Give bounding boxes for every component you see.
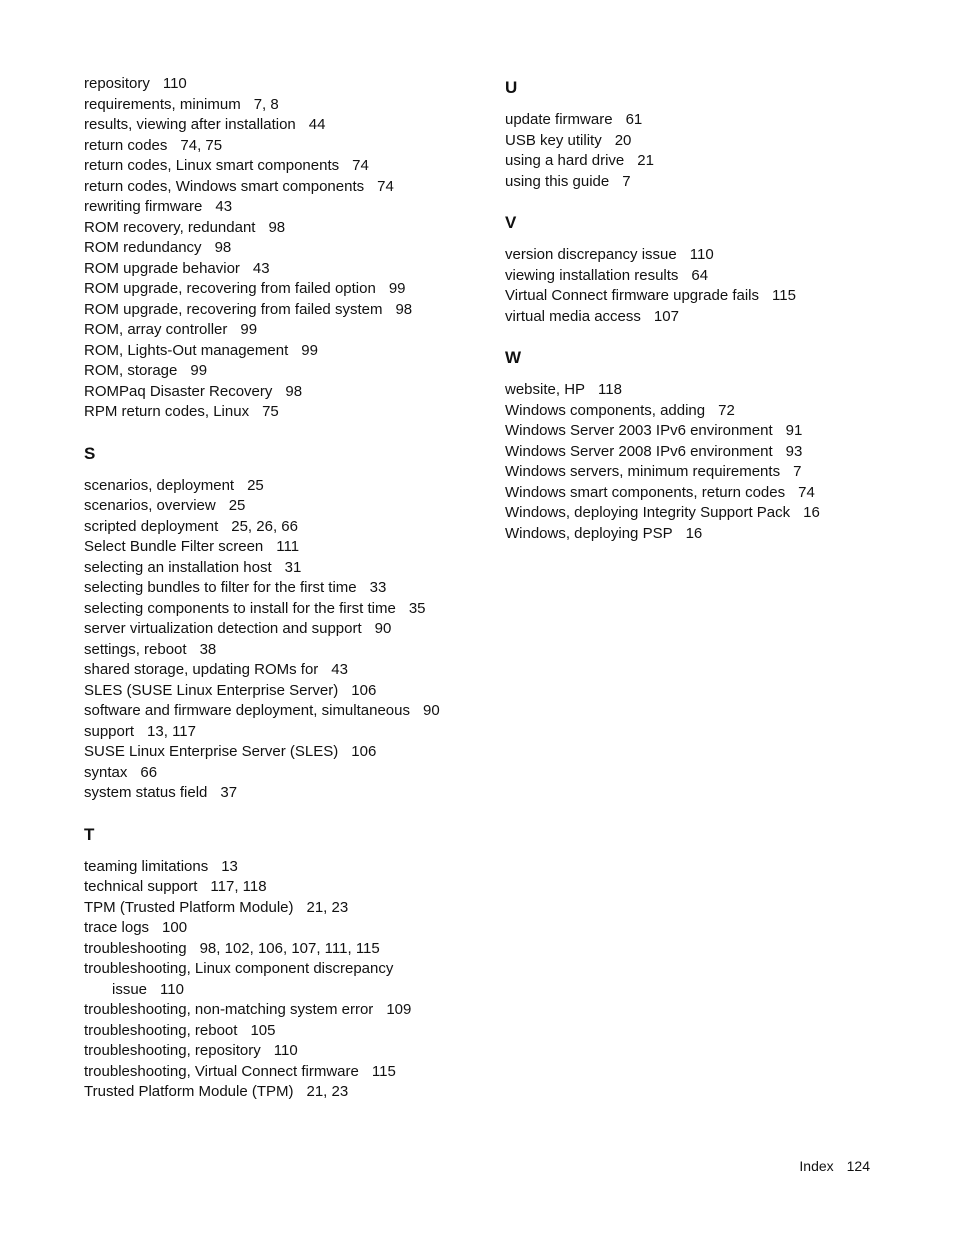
entry-page-refs[interactable]: 43 [331, 661, 348, 678]
entry-term-continuation: issue [112, 980, 148, 998]
entry-term: virtual media access [505, 307, 641, 325]
entry-term: troubleshooting, Virtual Connect firmware [84, 1062, 359, 1080]
index-column-left [84, 74, 464, 1103]
entry-term: shared storage, updating ROMs for [84, 661, 319, 678]
index-entry [505, 131, 905, 152]
entry-page-refs[interactable]: 100 [162, 919, 188, 936]
entry-page-refs[interactable]: 111 [276, 538, 300, 555]
entry-page-refs[interactable]: 44 [308, 116, 326, 133]
entry-term: troubleshooting [84, 939, 187, 957]
entry-term: SUSE Linux Enterprise Server (SLES) [84, 743, 339, 760]
entry-term: using a hard drive [505, 152, 625, 169]
entry-page-refs[interactable]: 16 [803, 504, 820, 521]
index-entry [84, 177, 464, 198]
index-entry [84, 197, 464, 218]
index-entry [505, 110, 905, 131]
entry-page-refs[interactable]: 99 [240, 321, 258, 338]
entry-page-refs[interactable]: 33 [369, 579, 387, 596]
entry-page-refs[interactable]: 90 [374, 620, 392, 637]
index-entry [505, 380, 905, 401]
entry-term: ROM upgrade behavior [84, 259, 240, 277]
entry-page-refs[interactable]: 110 [160, 980, 184, 998]
entry-term: ROMPaq Disaster Recovery [84, 382, 273, 400]
entry-term: ROM, Lights-Out management [84, 341, 289, 359]
index-entry [84, 1000, 464, 1021]
entry-term: syntax [84, 763, 128, 781]
index-entry [84, 599, 464, 620]
entry-page-refs[interactable]: 110 [162, 75, 187, 92]
entry-page-refs[interactable]: 107 [653, 307, 679, 325]
entry-term: Select Bundle Filter screen [84, 538, 264, 555]
entry-term: ROM recovery, redundant [84, 218, 256, 236]
index-entry [84, 537, 464, 558]
entry-page-refs[interactable]: 110 [689, 246, 714, 263]
entry-page-refs[interactable]: 75 [262, 403, 279, 420]
index-section-t [84, 825, 464, 1103]
index-entry [505, 442, 905, 463]
entry-page-refs[interactable]: 98 [268, 218, 286, 236]
entry-page-refs[interactable]: 7 [793, 463, 802, 480]
index-entry [84, 300, 464, 321]
entry-term: TPM (Trusted Platform Module) [84, 898, 294, 916]
section-letter-heading: W [505, 348, 522, 367]
entry-page-refs[interactable]: 98 [285, 382, 303, 400]
index-entry [505, 266, 905, 287]
index-section-s [84, 444, 464, 804]
entry-page-refs[interactable]: 115 [772, 287, 796, 304]
index-entry [84, 476, 464, 497]
entry-page-refs[interactable]: 118 [598, 381, 622, 398]
entry-term: Windows, deploying Integrity Support Pack [505, 504, 791, 521]
index-entry [84, 763, 464, 784]
entry-page-refs[interactable]: 117, 118 [210, 878, 267, 895]
index-entry [505, 524, 905, 545]
entry-term: return codes [84, 136, 168, 154]
index-entry [84, 1062, 464, 1083]
entry-page-refs[interactable]: 13, 117 [147, 722, 196, 740]
entry-term: server virtualization detection and support [84, 620, 362, 637]
section-letter-heading: S [84, 443, 96, 463]
entry-term: software and firmware deployment, simultaneous [84, 702, 410, 719]
entry-page-refs[interactable]: 93 [785, 442, 803, 460]
entry-page-refs[interactable]: 66 [140, 763, 158, 781]
entry-term: results, viewing after installation [84, 116, 296, 133]
entry-term: return codes, Linux smart components [84, 157, 340, 174]
entry-page-refs[interactable]: 110 [273, 1042, 298, 1059]
entry-page-refs[interactable]: 105 [250, 1021, 276, 1039]
index-entry [84, 341, 464, 362]
index-entry [84, 701, 464, 722]
entry-page-refs[interactable]: 98 [214, 239, 232, 256]
section-letter-heading: T [84, 824, 95, 844]
index-entry [84, 259, 464, 280]
index-entry [84, 918, 464, 939]
index-entry [505, 503, 905, 524]
entry-page-refs[interactable]: 72 [718, 401, 735, 419]
index-column-right [505, 74, 905, 544]
index-entry [84, 660, 464, 681]
entry-page-refs[interactable]: 21, 23 [306, 1083, 349, 1100]
index-entry [505, 151, 905, 172]
entry-term: repository [84, 75, 150, 92]
entry-page-refs[interactable]: 38 [199, 640, 217, 658]
index-section-w [505, 348, 905, 544]
entry-term: system status field [84, 784, 208, 801]
index-entry [505, 245, 905, 266]
entry-term: return codes, Windows smart components [84, 177, 365, 195]
entry-page-refs[interactable]: 25 [247, 476, 264, 494]
entry-page-refs[interactable]: 115 [371, 1062, 396, 1080]
entry-page-refs[interactable]: 74, 75 [180, 136, 223, 154]
entry-term: SLES (SUSE Linux Enterprise Server) [84, 681, 339, 699]
entry-term: website, HP [505, 381, 586, 398]
index-entry [84, 238, 464, 259]
index-entry [505, 307, 905, 328]
entry-term: troubleshooting, Linux component discrepancy [84, 960, 394, 977]
index-entry [84, 857, 464, 878]
entry-term: selecting bundles to filter for the first time [84, 579, 357, 596]
entry-page-refs[interactable]: 25 [228, 497, 246, 514]
entry-page-refs[interactable]: 21 [637, 152, 654, 169]
index-section [84, 74, 464, 423]
entry-term: requirements, minimum [84, 95, 241, 113]
entry-page-refs[interactable]: 109 [386, 1001, 412, 1018]
entry-page-refs[interactable]: 25, 26, 66 [231, 517, 298, 535]
index-entry [84, 959, 464, 1000]
entry-page-refs[interactable]: 106 [351, 743, 377, 760]
index-entry [505, 286, 905, 307]
index-entry [84, 517, 464, 538]
entry-page-refs[interactable]: 13 [221, 857, 238, 875]
entry-page-refs[interactable]: 43 [215, 198, 233, 215]
entry-page-refs[interactable]: 61 [625, 111, 643, 128]
entry-term: update firmware [505, 111, 613, 128]
index-entry [84, 722, 464, 743]
entry-term: scripted deployment [84, 517, 219, 535]
entry-page-refs[interactable]: 7 [622, 172, 631, 190]
index-entry [84, 877, 464, 898]
entry-term: ROM, array controller [84, 321, 228, 338]
entry-term: troubleshooting, non-matching system error [84, 1001, 374, 1018]
entry-term: ROM upgrade, recovering from failed system [84, 300, 383, 318]
index-section-v [505, 213, 905, 327]
index-entry [84, 742, 464, 763]
entry-term: troubleshooting, reboot [84, 1021, 238, 1039]
index-entry [84, 74, 464, 95]
entry-term: teaming limitations [84, 857, 209, 875]
entry-page-refs[interactable]: 74 [352, 157, 369, 174]
entry-page-refs[interactable]: 98, 102, 106, 107, 111, 115 [199, 939, 380, 957]
entry-term: Windows, deploying PSP [505, 524, 673, 542]
index-entry [84, 783, 464, 804]
entry-term: support [84, 722, 135, 740]
entry-page-refs[interactable]: 7, 8 [253, 95, 279, 113]
index-entry [84, 218, 464, 239]
index-entry [84, 279, 464, 300]
entry-term: troubleshooting, repository [84, 1042, 261, 1059]
index-entry [84, 1082, 464, 1103]
index-entry [505, 172, 905, 193]
index-entry [84, 382, 464, 403]
entry-term: Virtual Connect firmware upgrade fails [505, 287, 760, 304]
index-entry [84, 320, 464, 341]
index-entry [84, 156, 464, 177]
index-entry [505, 462, 905, 483]
entry-term: ROM, storage [84, 362, 178, 379]
section-letter-heading: U [505, 78, 518, 97]
index-entry [84, 1021, 464, 1042]
index-entry [84, 640, 464, 661]
entry-term: settings, reboot [84, 640, 187, 658]
entry-term: selecting an installation host [84, 558, 272, 576]
entry-term: Windows Server 2008 IPv6 environment [505, 442, 773, 460]
entry-page-refs[interactable]: 91 [785, 422, 803, 439]
index-entry [84, 619, 464, 640]
entry-page-refs[interactable]: 99 [388, 280, 406, 297]
entry-page-refs[interactable]: 35 [408, 599, 426, 617]
entry-term: scenarios, overview [84, 497, 216, 514]
entry-page-refs[interactable]: 106 [351, 681, 377, 699]
entry-term: version discrepancy issue [505, 246, 677, 263]
entry-page-refs[interactable]: 21, 23 [306, 898, 349, 916]
entry-term: technical support [84, 878, 198, 895]
entry-page-refs[interactable]: 74 [377, 177, 394, 195]
index-entry [84, 496, 464, 517]
index-entry [84, 681, 464, 702]
entry-term: rewriting firmware [84, 198, 203, 215]
index-entry [84, 361, 464, 382]
entry-term: Windows Server 2003 IPv6 environment [505, 422, 773, 439]
footer-page-number: 124 [846, 1158, 870, 1174]
entry-page-refs[interactable]: 90 [423, 702, 440, 719]
entry-term: Windows components, adding [505, 401, 706, 419]
index-entry [84, 578, 464, 599]
entry-term: ROM redundancy [84, 239, 202, 256]
entry-term: ROM upgrade, recovering from failed option [84, 280, 376, 297]
entry-term: Windows smart components, return codes [505, 483, 786, 501]
entry-page-refs[interactable]: 43 [252, 259, 270, 277]
index-entry [84, 939, 464, 960]
index-entry [84, 1041, 464, 1062]
footer-label: Index [799, 1158, 834, 1174]
entry-page-refs[interactable]: 31 [284, 558, 302, 576]
index-entry [84, 558, 464, 579]
entry-term: RPM return codes, Linux [84, 403, 250, 420]
index-entry [84, 115, 464, 136]
entry-term: selecting components to install for the first time [84, 599, 396, 617]
entry-page-refs[interactable]: 16 [685, 524, 703, 542]
entry-term: scenarios, deployment [84, 476, 235, 494]
index-entry [84, 402, 464, 423]
entry-term: trace logs [84, 919, 150, 936]
index-entry [505, 401, 905, 422]
index-entry [505, 421, 905, 442]
entry-page-refs[interactable]: 98 [395, 300, 413, 318]
entry-term: using this guide [505, 172, 610, 190]
entry-term: viewing installation results [505, 266, 679, 284]
entry-page-refs[interactable]: 99 [190, 362, 208, 379]
section-letter-heading: V [505, 213, 517, 232]
entry-page-refs[interactable]: 74 [798, 483, 815, 501]
index-entry [84, 95, 464, 116]
index-entry [84, 136, 464, 157]
entry-page-refs[interactable]: 20 [614, 131, 632, 149]
entry-page-refs[interactable]: 99 [301, 341, 318, 359]
entry-term: Trusted Platform Module (TPM) [84, 1083, 294, 1100]
entry-page-refs[interactable]: 64 [691, 266, 709, 284]
entry-term: Windows servers, minimum requirements [505, 463, 781, 480]
page-footer [770, 1158, 870, 1174]
index-entry [505, 483, 905, 504]
index-entry [84, 898, 464, 919]
index-section-u [505, 78, 905, 192]
entry-term: USB key utility [505, 131, 602, 149]
entry-page-refs[interactable]: 37 [220, 784, 238, 801]
